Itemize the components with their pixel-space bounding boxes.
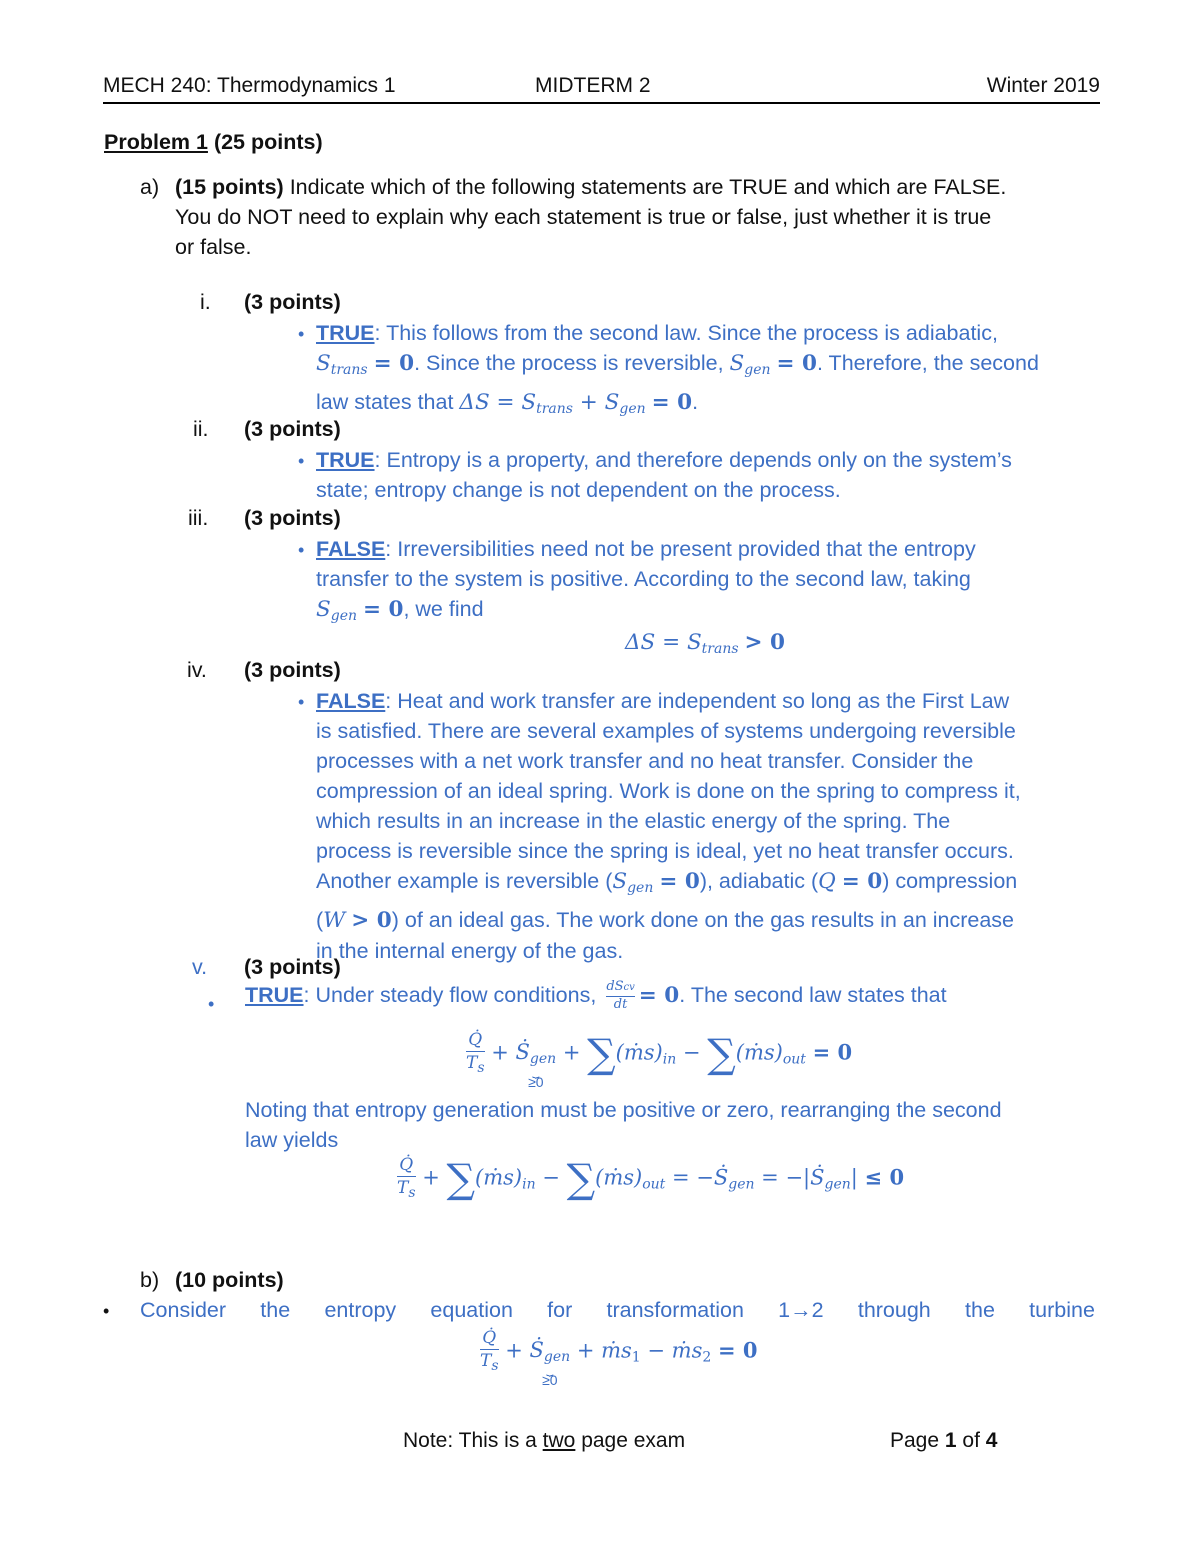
equation-v1: $\frac{Q̇}{T_s}$ + Ṡ$_{gen}$ ⏟ ≥0 + $\sum(ṁs)_{in}$ − $\sum(ṁs)_{out} = 0$ (466, 1030, 853, 1090)
problem-title: Problem 1 (25 points) (104, 130, 323, 154)
item-numeral: iv. (187, 658, 207, 682)
part-b-points: (10 points) (175, 1268, 284, 1292)
page-footer (0, 1427, 1200, 1457)
answer-v: TRUE: Under steady flow conditions, $\frac{\text{dScv}}{dt}$ = 0. The second law states that (245, 979, 947, 1013)
part-b-text: Consider the entropy equation for transformation 1→2 through the turbine (140, 1298, 1095, 1322)
answer-iii: FALSE: Irreversibilities need not be present provided that the entropy transfer to the system is positive. According to the second law, taking $S_{gen} = 0$, we find (316, 537, 976, 624)
part-b-label: b) (140, 1268, 160, 1292)
equation-v2: $\frac{Q̇}{T_s}$ + $\sum(ṁs)_{in}$ − $\sum(ṁs)_{out}$ = −Ṡ$_{gen}$ = −|Ṡ$_{gen}$| ≤ 0 (397, 1155, 905, 1203)
item-numeral: ii. (193, 417, 209, 441)
page-header (103, 72, 1100, 104)
item-points: (3 points) (244, 417, 341, 441)
item-points: (3 points) (244, 506, 341, 530)
item-numeral: v. (192, 955, 208, 979)
bullet: • (103, 1301, 110, 1321)
equation-b: $\frac{Q̇}{T_s}$ + Ṡ$_{gen}$ ⏟ ≥0 + ṁs$_1$ − ṁs$_2$ = 0 (480, 1328, 758, 1388)
bullet: • (298, 451, 305, 471)
item-numeral: iii. (188, 506, 209, 530)
exam-title: MIDTERM 2 (535, 74, 651, 97)
item-points: (3 points) (244, 955, 341, 979)
answer-v-note: Noting that entropy generation must be positive or zero, rearranging the second law yields (245, 1098, 1002, 1152)
equation-iii: $\Delta S = S_{trans} > 0$ (625, 630, 785, 657)
page-number: Page 1 of 4 (890, 1429, 998, 1452)
bullet: • (298, 692, 305, 712)
term: Winter 2019 (986, 74, 1100, 97)
answer-ii: TRUE: Entropy is a property, and therefore depends only on the system’s state; entropy change is not dependent on the process. (316, 448, 1012, 502)
bullet: • (298, 324, 305, 344)
course-title: MECH 240: Thermodynamics 1 (103, 74, 396, 97)
item-points: (3 points) (244, 290, 341, 314)
answer-iv: FALSE: Heat and work transfer are independent so long as the First Law is satisfied. There are several examples of systems undergoing reversible processes with a net work transfer and no heat transfer. Consider the compression of an ideal spring. Work is done on the spring to compress it, which results in an increase in the elastic energy of the spring. The process is reversible since the spring is ideal, yet no heat transfer occurs. Another example is reversible $(S_{gen} = 0)$, adiabatic (Q = 0) compression (W > 0) of an ideal gas. The work done on the gas results in an increase in the internal energy of the gas. (316, 689, 1021, 963)
bullet: • (208, 994, 215, 1014)
footer-note: Note: This is a two page exam (403, 1429, 686, 1452)
item-numeral: i. (200, 290, 211, 314)
bullet: • (298, 540, 305, 560)
part-a-instructions: (15 points) Indicate which of the following statements are TRUE and which are FALSE. You do NOT need to explain why each statement is true or false, just whether it is true or false. (175, 175, 1007, 259)
part-a-label: a) (140, 175, 160, 199)
item-points: (3 points) (244, 658, 341, 682)
answer-i: TRUE: This follows from the second law. Since the process is adiabatic, $S_{trans} = 0$. Since the process is reversible, $S_{gen} = 0$. Therefore, the second law states that $\Delta S = S_{trans} + S_{gen} = 0$. (316, 321, 1039, 417)
